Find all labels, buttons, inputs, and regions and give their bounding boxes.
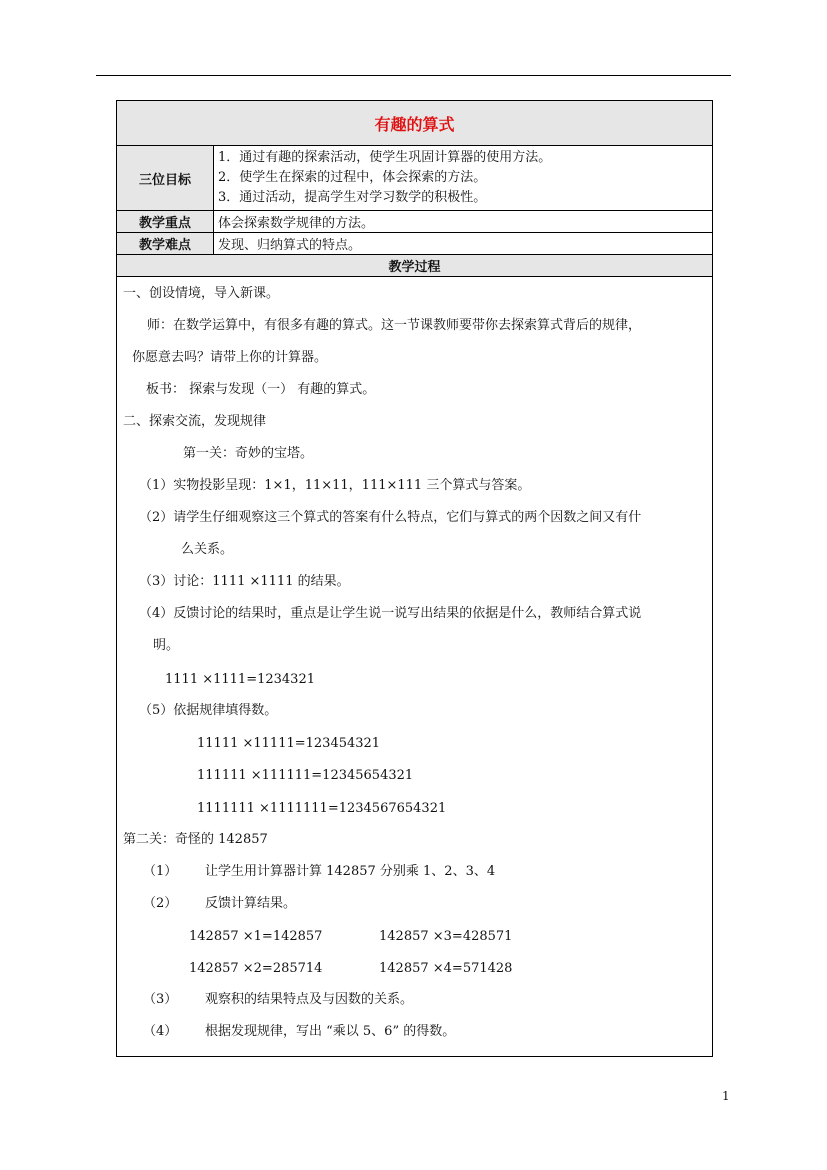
goal-item: 3．通过活动，提高学生对学习数学的积极性。 <box>218 190 487 205</box>
calc-result: 142857 ×4=571428 <box>379 961 513 976</box>
key-point-text: 体会探索数学规律的方法。 <box>214 211 713 233</box>
calc-result: 142857 ×1=142857 <box>189 929 323 944</box>
l2-step-1-text: 让学生用计算器计算 142857 分别乘 1、2、3、4 <box>205 864 496 879</box>
lesson-title: 有趣的算式 <box>117 101 713 146</box>
calc-result: 142857 ×2=285714 <box>189 961 323 976</box>
l2-step-4-number: （4） <box>143 1024 178 1039</box>
level1-title: 第一关：奇妙的宝塔。 <box>183 446 314 461</box>
step-4-line-1: （4）反馈讨论的结果时，重点是让学生说一说写出结果的依据是什么，教师结合算式说 <box>139 606 642 621</box>
goal-item: 2．使学生在探索的过程中，体会探索的方法。 <box>218 170 487 185</box>
process-header: 教学过程 <box>117 255 713 277</box>
teacher-line-1: 师：在数学运算中，有很多有趣的算式。这一节课教师要带你去探索算式背后的规律， <box>147 318 642 333</box>
step-3: （3）讨论：1111 ×1111 的结果。 <box>139 574 350 589</box>
lesson-plan-table <box>116 100 713 1057</box>
level2-title: 第二关：奇怪的 142857 <box>123 832 268 847</box>
equation: 11111 ×11111=123454321 <box>197 736 381 751</box>
step-5: （5）依据规律填得数。 <box>139 703 278 718</box>
equation: 1111111 ×1111111=1234567654321 <box>197 801 447 816</box>
section2-title: 二、探索交流，发现规律 <box>123 414 267 429</box>
l2-step-1-number: （1） <box>143 864 178 879</box>
step-4-line-2: 明。 <box>153 638 180 653</box>
l2-step-2-number: （2） <box>143 896 178 911</box>
difficulty-text: 发现、归纳算式的特点。 <box>214 233 713 255</box>
section1-title: 一、创设情境，导入新课。 <box>123 286 280 301</box>
l2-step-2-text: 反馈计算结果。 <box>205 896 297 911</box>
goals-list <box>214 146 713 211</box>
step-2-line-1: （2）请学生仔细观察这三个算式的答案有什么特点，它们与算式的两个因数之间又有什 <box>139 510 642 525</box>
l2-step-4-text: 根据发现规律，写出 “乘以 5、6” 的得数。 <box>205 1024 456 1039</box>
page-number: 1 <box>722 1089 730 1103</box>
board-note: 板书： 探索与发现（一） 有趣的算式。 <box>146 382 376 397</box>
goals-label: 三位目标 <box>117 146 214 211</box>
equation: 1111 ×1111=1234321 <box>165 672 315 687</box>
key-point-label: 教学重点 <box>117 211 214 233</box>
process-body <box>117 277 713 1057</box>
step-2-line-2: 么关系。 <box>181 542 234 557</box>
step-1: （1）实物投影呈现：1×1，11×11，111×111 三个算式与答案。 <box>139 478 531 493</box>
l2-step-3-number: （3） <box>143 992 178 1007</box>
equation: 111111 ×111111=12345654321 <box>197 768 414 783</box>
header-rule <box>96 75 731 76</box>
l2-step-3-text: 观察积的结果特点及与因数的关系。 <box>205 992 414 1007</box>
calc-result: 142857 ×3=428571 <box>379 929 513 944</box>
teacher-line-2: 你愿意去吗？请带上你的计算器。 <box>132 350 328 365</box>
goal-item: 1．通过有趣的探索活动，使学生巩固计算器的使用方法。 <box>218 150 552 165</box>
difficulty-label: 教学难点 <box>117 233 214 255</box>
